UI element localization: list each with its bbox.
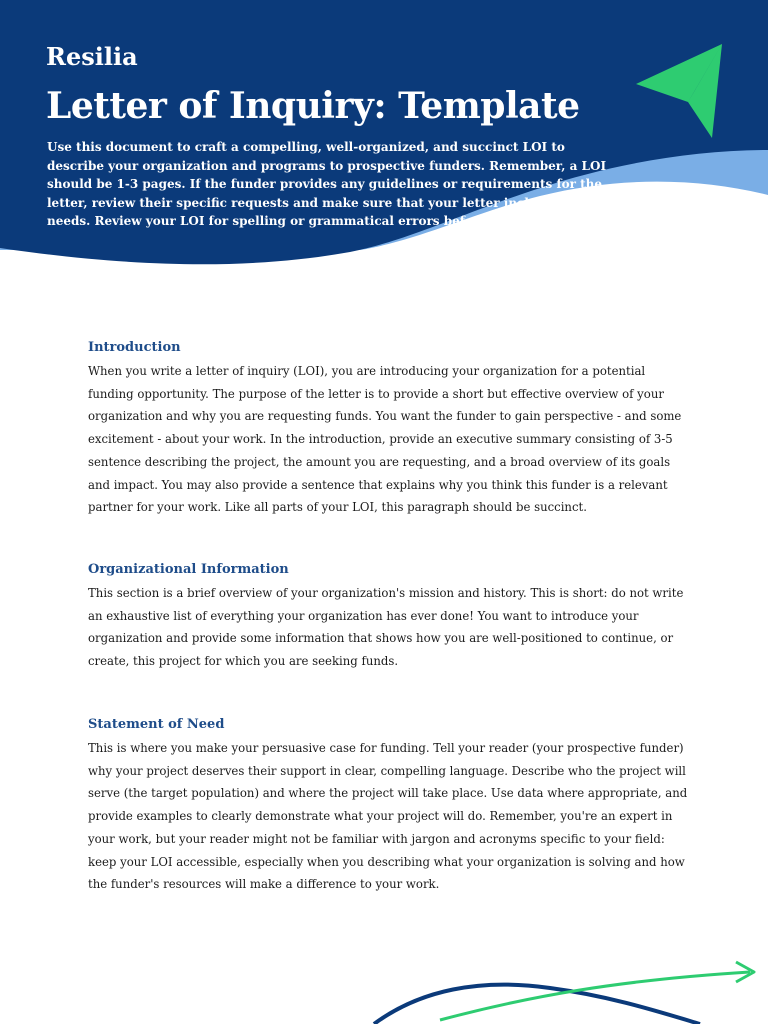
section-heading: Statement of Need bbox=[88, 717, 225, 732]
section-organizational-information bbox=[88, 560, 692, 673]
section-body: When you write a letter of inquiry (LOI), you are introducing your organization for a potential funding opportunity. The purpose of the letter is to provide a short but effective overview of your organization and why you are requesting funds. You want the funder to gain perspective - and some excitement - about your work. In the introduction, provide an executive summary consisting of 3-5 sentence describing the project, the amount you are requesting, and a broad overview of its goals and impact. You may also provide a sentence that explains why you think this funder is a relevant partner for your work. Like all parts of your LOI, this paragraph should be succinct. bbox=[88, 364, 682, 515]
page-title: Letter of Inquiry: Template bbox=[46, 85, 580, 127]
brand-name: Resilia bbox=[46, 42, 138, 71]
paper-plane-icon bbox=[632, 40, 728, 140]
template-description: Use this document to craft a compelling, well-organized, and succinct LOI to describe your organization and programs to prospective funders. Remember, a LOI should be 1-3 pages. If the funder provides any guidelines or requirements for the letter, review their specific requests and make sure that your letter includes those needs. Review your LOI for spelling or grammatical errors before submitting! bbox=[47, 140, 607, 228]
section-body: This is where you make your persuasive case for funding. Tell your reader (your prospective funder) why your project deserves their support in clear, compelling language. Describe who the project will serve (the target population) and where the project will take place. Use data where appropriate, and provide examples to clearly demonstrate what your project will do. Remember, you're an expert in your work, but your reader might not be familiar with jargon and acronyms specific to your field: keep your LOI accessible, especially when you describing what your organization is solving and how the funder's resources will make a difference to your work. bbox=[88, 741, 688, 892]
section-body: This section is a brief overview of your organization's mission and history. This is short: do not write an exhaustive list of everything your organization has ever done! You want to introduce your organization and provide some information that shows how you are well-positioned to continue, or create, this project for which you are seeking funds. bbox=[88, 586, 684, 669]
footer-decoration bbox=[360, 950, 768, 1024]
footer-navy-curve bbox=[374, 985, 700, 1024]
section-heading: Organizational Information bbox=[88, 562, 289, 577]
section-heading: Introduction bbox=[88, 340, 181, 355]
section-statement-of-need bbox=[88, 715, 692, 896]
section-introduction bbox=[88, 338, 692, 519]
